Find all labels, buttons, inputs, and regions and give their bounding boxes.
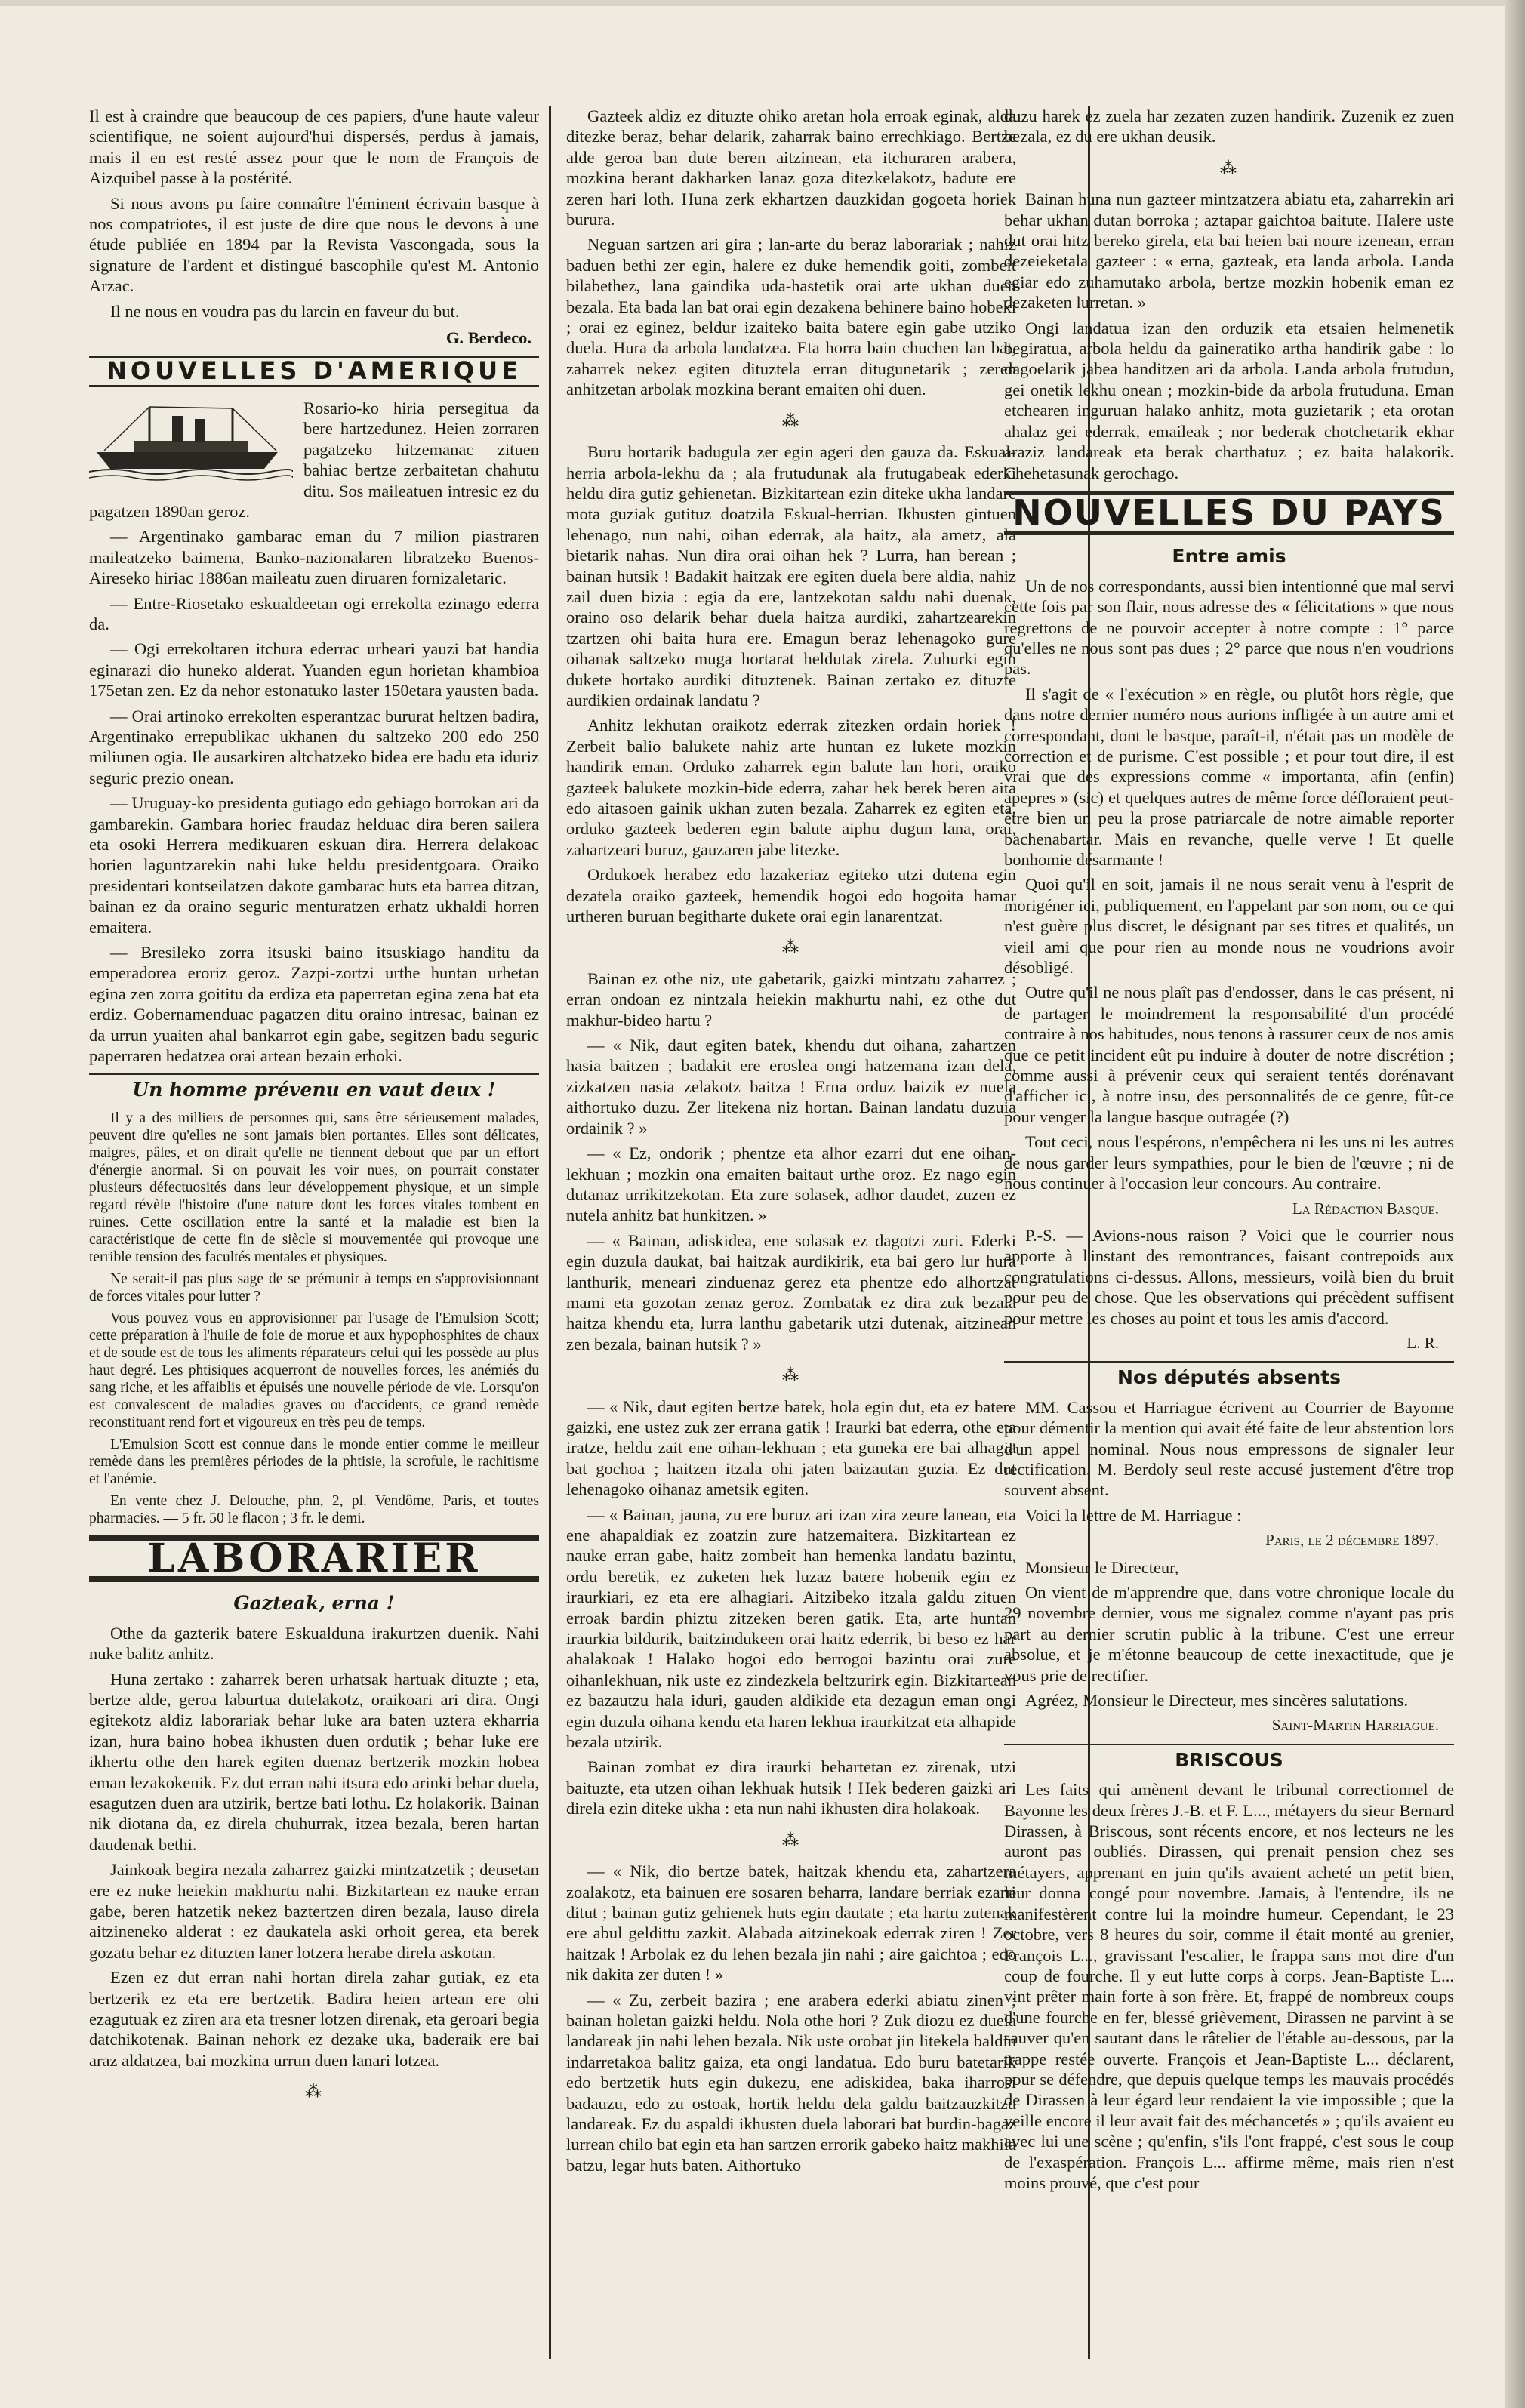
section-separator-icon: ⁂ [1220, 158, 1238, 177]
article-paragraph: Anhitz lekhutan oraikotz ederrak zitezken ordain horiek ! Zerbeit balio balukete nahiz arte huntan ez lukete mozkin handirik eman. Orduko zaharrek egin balute lan hori, oraiko gazteek balukete mozkin-bide ederra, zahar hek berek beren aita edo aitasoen gainik ukhan zuten bezala. Zaharrek ez egiten eta, orduko gazteek bederen egin balute aiphu dugun lana, orai, zahartzeari buruz, gauzaren jabe litezke. [566, 716, 1016, 859]
dialogue-paragraph: — « Bainan, jauna, zu ere buruz ari izan zira zeure lanean, eta ene ahapaldiak ez zoatzin zure hatzemaitera. Bizkitartean ez nauke erran gabe, haitz zombeit han hemenka landatu bazintu, ordu beretik, ez zuketen hek luzaz batere hobenik egin ez iraurkiari, ez eta ere alhagiari. Aitzibeko itzala galdu zituen erroak bardin phiztu zitzeken beren gatik. Eta, arte huntan iraurkia bildurik, baitzindukeen orai haitz ederrik, bi beso ez har ahalakoak ! Halako hogoi edo berrogoi bazintu orai zure oihanlekhuan, nik uste ez zindezkela beltzurirk egin. Bizkitartean ez bazautzu hala iduri, gauden aldikide eta dezagun eman ongi egin duzula oihana kendu eta haren lekhua iraurkitzat eta alhapide bezala utzirik. [566, 1504, 1016, 1752]
article-paragraph: Buru hortarik badugula zer egin ageri den gauza da. Eskual-herria arbola-lekhu da ; ala frutudunak ala frutugabeak ederki heldu dira gutiz gehienetan. Bizkitartean ezin diteke ukha landare mota guziak gutituz doatzila Eskual-herrian. Ikhusten gintuen lehenago, nun nahi, oihan ederrak, ala haitz, ala ametz, ala bietarik nahas. Nun dira orai oihan hek ? Lurra, han berean ; bainan hutsik ! Badakit haitzak ere egiten duela bere aldia, nahiz zail duen bizia : egia da ere, lantzekotan saldu nahi duenak, oraino oso delarik behar duela haitza aurdiki, zahartzearekin tzartzen ohi baita hura ere. Emagun beraz lehenagoko gure oihanak saltzeko muga hortarat heldutak zirela. Zuhurki egin dukete hortako aurdiki dituztenek. Bainan zertako ez dituzte aurdikien ordainak landatu ? [566, 442, 1016, 710]
author-signature: L. R. [1406, 1333, 1439, 1352]
article-paragraph: Les faits qui amènent devant le tribunal correctionnel de Bayonne les deux frères J.-B. et F. L..., métayers du sieur Bernard Dirassen, à Briscous, sont récents encore, et nos lecteurs ne les auront pas oubliés. Dirassen, qui prenait pension chez ses métayers, apprenant en juin qu'ils avaient acheté un petit bien, leur donna congé pour novembre. Jamais, à l'entendre, ils ne manifestèrent contre lui la moindre humeur. Cependant, le 23 octobre, vers 8 heures du soir, comme il était monté au grenier, François L..., gravissant l'escalier, le frappa sans mot dire d'un coup de fourche. Il y eut lutte corps à corps. Jean-Baptiste L... vint prêter main forte à son frère. Et, frappé de nombreux coups d'une fourche en fer, blessé grièvement, Dirassen ne parvint à se sauver qu'en sautant dans le râtelier de l'étable au-dessous, par la trappe restée ouverte. François et Jean-Baptiste L... déclarent, pour se défendre, que depuis quelque temps les mauvais procédés de Dirassen à leur égard leur rendaient la vie impossible ; que la veille encore il leur avait fait des méchancetés » ; qu'ils avaient eu avec lui une scène ; qu'enfin, s'ils l'ont frappé, c'est sous le coup de l'exaspération. François L... affirme même, mais rien n'est moins prouvé, que c'est pour [1004, 1780, 1454, 2192]
article-paragraph: Outre qu'il ne nous plaît pas d'endosser, dans le cas présent, ni de partager le moindrement la responsabilité d'un procédé contraire à nos habitudes, nous tenons à rassurer ceux de nos amis que ce petit incident eût pu induire à douter de notre discrétion ; comme aussi à prévenir ceux qui seraient tentés dorénavant d'afficher ici, à notre insu, des personnalités de ce genre, fût-ce pour venger la langue basque outragée (?) [1004, 983, 1454, 1126]
article-paragraph: Ordukoek herabez edo lazakeriaz egiteko utzi dutena egin dezatela oraiko gazteek, hemendik hogoi edo hogoita hamar urtheren buruan begitharte dukete orai egin lanarentzat. [566, 865, 1016, 926]
news-item: — Ogi errekoltaren itchura ederrac urheari yauzi bat handia eginarazi dio huneko alderat. Yuanden egun horietan khambioa 175etan zen. Ez da nehor estonatuko laster 150etara yausten bada. [89, 639, 539, 701]
news-item: — Uruguay-ko presidenta gutiago edo gehiago borrokan ari da gambarekin. Gambara horiec fraudaz helduac dira beren sailera eta osoki Herrera medikuaren eskuan dira. Herrera delakoac horien laguntzarekin nahi luke heldu presidentgoara. Oraiko presidentari kontseilatzen dakote gambarac huts eta barrea ditzan, bainan ez da oraino seguric menturatzen erhatz ukhaldi horren emaitera. [89, 793, 539, 937]
advert-paragraph: Il y a des milliers de personnes qui, sans être sérieusement malades, peuvent dire qu'elles ne sont jamais bien portantes. Elles sont délicates, maigres, pâles, et on dirait qu'elle ne tiennent debout que par un effort d'énergie anormal. Si on pouvait les voir nues, on pourrait constater plusieurs défectuosités dans leur développement physique, et un simple regard révèle l'histoire d'une nature dont les forces vitales tombent en ruines. Cette oscillation entre la santé et la maladie est bien la caractéristique de cette fin de siècle si mouvementée qui provoque une terrible tension des facultés mentales et physiques. [89, 1110, 539, 1265]
article-paragraph: Si nous avons pu faire connaître l'éminent écrivain basque à nos compatriotes, il est juste de dire que nous le devons à une étude publiée en 1894 par la Revista Vascongada, sous la signature de l'ardent et distingué bascophile qu'est M. Antonio Arzac. [89, 193, 539, 296]
article-paragraph: Un de nos correspondants, aussi bien intentionné que mal servi cette fois par son flair, nous adresse des « félicitations » que nous regrettons de ne pouvoir accepter à notre compte : 1° parce qu'elles ne nous sont pas dues ; 2° parce que nous n'en voudrions pas. [1004, 576, 1454, 679]
page-binding-edge [1505, 0, 1525, 2408]
dialogue-paragraph: — « Nik, dio bertze batek, haitzak khendu eta, zahartzera zoalakotz, eta bainuen ere sosaren beharra, landare berriak ezarri ditut ; bainan gutiz gehienek huts egin dautate ; eta hartu zutenak ere abul geldittu zazkit. Alabada aitzinekoak ederrak ziren ! Zer haitzak ! Arbolak ez du lehen bezala jin nahi ; aire gaichtoa ; edo nik dakita zer duten ! » [566, 1861, 1016, 1985]
column-middle [566, 106, 1016, 2378]
article-paragraph: Il est à craindre que beaucoup de ces papiers, d'une haute valeur scientifique, ne soient aujourd'hui dispersés, perdus à jamais, mais il en est resté assez pour que le nom de François de Aizquibel passe à la postérité. [89, 106, 539, 188]
author-signature: G. Berdeco. [445, 328, 531, 348]
advert-paragraph: En vente chez J. Delouche, phn, 2, pl. Vendôme, Paris, et toutes pharmacies. — 5 fr. 50 le flacon ; 3 fr. le demi. [89, 1492, 539, 1526]
advert-paragraph: Vous pouvez vous en approvisionner par l'usage de l'Emulsion Scott; cette préparation à l'huile de foie de morue et aux hypophosphites de chaux et de soude est de tous les aliments réparateurs celui qui les possède au plus haut degré. Les phtisiques acquerront de nouvelles forces, les anémiés du sang riche, et les affaiblis et épuisés une nouvelle période de vie. Lorsqu'on est convalescent de maladies graves ou d'accidents, ce grand remède reconstituant rend fort et vigoureux en très peu de temps. [89, 1310, 539, 1430]
dialogue-paragraph: — « Nik, daut egiten bertze batek, hola egin dut, eta ez batere gaizki, ene ustez zuk zer errana gatik ! Iraurki bat ederra, othe eta iratze, heldu zait ene oihan-lekhuan ; eta guneka ere bai alhagia bat gochoa ; haitzen itzala ohi jaten baizautan guzia. Ez dut lehenagoko oihanaz ametsik egiten. [566, 1396, 1016, 1499]
section-separator-icon: ⁂ [782, 1366, 800, 1385]
section-separator-icon: ⁂ [782, 1830, 800, 1849]
dialogue-paragraph: — « Ez, ondorik ; phentze eta alhor ezarri dut ene oihan-lekhuan ; mozkin ona emaiten baitaut urthe oroz. Ez nago egin dutanaz urrikitzekotan. Eta zure solasek, adhor daudet, zuzen ez nutela anhitz bat hunkitzen. » [566, 1144, 1016, 1225]
article-paragraph: Huna zertako : zaharrek beren urhatsak hartuak dituzte ; eta, bertze alde, geroa laburtua dutelakotz, oraikoari ari dira. Ongi egitekotz aldiz laborariak behar luke ara baten uztera ekharria izan, hura baino hobea ikhusten duen ordutik ; behar luke ere ikhertu othe den harek egiten duenaz bertzerik mozkin hobea eman lezakokenik. Ez dut erran nahi itsura edo arinki behar duela, esagutzen duen ara utzirik, bertze bati lothu. Ez holakorik. Bainan nik diotana da, ez direla chuhurrak, itzea bezala, beren hartan daudenak bethi. [89, 1669, 539, 1854]
section-heading-laborarier: LABORARIER [89, 1535, 539, 1582]
article-paragraph: Bainan ez othe niz, ute gabetarik, gaizki mintzatu zaharrez ; erran ondoan ez nintzala heiekin makhurtu nahi, ez othe dut makhur-bideo hartu ? [566, 968, 1016, 1030]
article-paragraph: P.-S. — Avions-nous raison ? Voici que le courrier nous apporte à l'instant des remontrances, faisant contrepoids aux congratulations ci-dessus. Allons, messieurs, voilà bien du bruit pour peu de chose. Que les observations qui précèdent suffisent pour mettre les choses au point et tous les amis d'accord. [1004, 1225, 1454, 1328]
article-subheading: Entre amis [1172, 545, 1286, 568]
article-subheading: Nos députés absents [1004, 1361, 1454, 1387]
letter-date: Paris, le 2 décembre 1897. [1265, 1531, 1439, 1550]
section-separator-icon: ⁂ [782, 411, 800, 430]
article-paragraph: Bainan huna nun gazteer mintzatzera abiatu eta, zaharrekin ari behar ukhan dutan borroka ; aztapar gaichtoa baitute. Halere uste dut orai hitz bereko girela, eta bai heien bai noure izenean, erran dezeieketala gazteer : « erna, gazteak, eta landa arbola. Landa egiar edo zuhamutako arbola, bertze mozkin hobenik eman ez dezaketen lurretan. » [1004, 189, 1454, 313]
dialogue-paragraph: — « Bainan, adiskidea, ene solasak ez dagotzi zuri. Ederki egin duzula daukat, bai haitzak aurdikirik, eta bai gero lur hura lanthurik, meneari zinduenaz gerez eta phentze edo alhortzat mami eta gozotan zenaz geroz. Zombatak ez dira zuk bezala haitza khendu eta, lurra lanthu gabetarik utzi dutenak, aitzinean zen bezala, bainan hutsik ? » [566, 1230, 1016, 1353]
section-separator-icon: ⁂ [782, 938, 800, 957]
column-rule [549, 106, 551, 2359]
steamship-illustration-icon [89, 399, 293, 482]
article-subheading: Gazteak, erna ! [233, 1592, 395, 1615]
letter-salutation: Monsieur le Directeur, [1025, 1557, 1179, 1577]
author-signature: La Rédaction Basque. [1292, 1199, 1439, 1218]
advert-paragraph: L'Emulsion Scott est connue dans le monde entier comme le meilleur remède dans les premières périodes de la phtisie, la scrofule, le rachitisme et l'anémie. [89, 1436, 539, 1487]
advert-heading: Un homme prévenu en vaut deux ! [89, 1073, 539, 1100]
page-top-shadow [0, 0, 1525, 6]
advertisement-scott [89, 1110, 539, 1527]
news-item: — Bresileko zorra itsuski baino itsuskiago handitu da emperadorea eroriz geroz. Zazpi-zortzi urthe huntan urhetan egina zen zorra goititu da erdiza eta paperretan egina zena bat eta erdiz. Gobernamenduac pagatzen ditu oraino intresac, bainan ez da urrun yuaiten ahal bankarrot egin gabe, segitzen badu seguric paperraren hedatzea orai artean bezain erhoki. [89, 943, 539, 1066]
article-paragraph: Voici la lettre de M. Harriague : [1025, 1505, 1242, 1525]
article-subheading: BRISCOUS [1004, 1744, 1454, 1770]
article-paragraph: MM. Cassou et Harriague écrivent au Courrier de Bayonne pour démentir la mention qui avait été faite de leur abstention lors d'un appel nominal. Nous nous empressons de signaler leur rectification. M. Berdoly seul reste accusé justement d'être trop souvent absent. [1004, 1397, 1454, 1500]
author-signature: Saint-Martin Harriague. [1271, 1716, 1439, 1735]
article-paragraph: Gazteek aldiz ez dituzte ohiko aretan hola erroak eginak, alda ditezke beraz, behar delarik, zaharrak baino errechkiago. Bertze alde geroa ban dute beren aitzinean, eta itchuraren arabera, mozkina berant dakharken lanaz goza ditezkelakotz, badute ere zeren hari loth. Huna zerk ekhartzen dauzkidan gogoeta horiek burura. [566, 106, 1016, 229]
news-item: — Entre-Riosetako eskualdeetan ogi errekolta ezinago ederra da. [89, 593, 539, 633]
section-heading-amerique: NOUVELLES D'AMERIQUE [89, 356, 539, 386]
news-item: Rosario-ko hiria persegitua da bere hartzedunez. Heien zorraren pagatzeko hitzemanac zituen bahiac bertze zerbaitetan chahutu ditu. Sos maileatuen intresic ez du pagatzen 1890an geroz. [89, 398, 539, 521]
news-item: — Argentinako gambarac eman du 7 milion piastraren maileatzeko baimena, Banko-nazionalaren libratzeko Buenos-Aireseko hiriac 1886an maileatu zuen diruaren fornizaletaric. [89, 527, 539, 588]
article-paragraph: Tout ceci, nous l'espérons, n'empêchera ni les uns ni les autres de nous garder leurs sympathies, pour le bien de l'œuvre ; ni de nous continuer à l'occasion leur concours. Au contraire. [1004, 1132, 1454, 1193]
article-paragraph: Il ne nous en voudra pas du larcin en faveur du but. [110, 301, 460, 321]
article-paragraph: Quoi qu'il en soit, jamais il ne nous serait venu à l'esprit de morigéner ici, publiquement, en l'appelant par son nom, ou ce qui n'est guère plus discret, le désignant par ses titres et qualités, un vieil ami que pour rien au monde nous ne voudrions avoir désobligé. [1004, 875, 1454, 978]
news-item: — Orai artinoko errekolten esperantzac bururat heltzen badira, Argentinako errepublikac ukhanen du saltzeko 200 edo 250 miliunen ogia. Ile ausarkiren altchatzeko bidea ere badu eta iduriz seguric prezio onean. [89, 706, 539, 787]
letter-paragraph: Agréez, Monsieur le Directeur, mes sincères salutations. [1025, 1691, 1409, 1711]
article-paragraph: Jainkoak begira nezala zaharrez gaizki mintzatzetik ; deusetan ere ez nuke heiekin makhurtu nahi. Bizkitartean ez nauke erran gabe, beren hatzetik nekez baztertzen diren bezala, lauso direla aitzineneko alderat : ez daukatela aski orhoit gerea, eta berek gozatu behar ez dituzten laner lotzera herabe direla askotan. [89, 1860, 539, 1962]
section-heading-pays: NOUVELLES DU PAYS [1004, 491, 1454, 535]
letter-paragraph: On vient de m'apprendre que, dans votre chronique locale du 29 novembre dernier, vous me signalez comme n'ayant pas pris part au dernier scrutin public à la tribune. C'est une erreur absolue, et je m'étonne beaucoup de cette inexactitude, que je vous prie de rectifier. [1004, 1583, 1454, 1685]
advert-paragraph: Ne serait-il pas plus sage de se prémunir à temps en s'approvisionnant de forces vitales pour lutter ? [89, 1270, 539, 1304]
article-paragraph: Neguan sartzen ari gira ; lan-arte du beraz laborariak ; nahiz baduen bethi zer egin, halere ez duke hemendik goiti, zombeit bilabethez, lana gaindika uda-hastetik orai arte ukhan duen bezala. Eta bada lan bat orai egin dezakena behinere baino hobeki ; orai ez eginez, beldur izaiteko baita batere egin gabe utziko duela. Hura da arbola landatzea. Eta horra bain chuchen lan bat, zaharrek nekez egiten dituztela erran ditugunetarik ; zeren anhitzetan arbolak mozkina berant emaiten ohi duen. [566, 235, 1016, 399]
article-paragraph: Othe da gazterik batere Eskualduna irakurtzen duenik. Nahi nuke balitz anhitz. [89, 1623, 539, 1664]
section-separator-icon: ⁂ [305, 2082, 323, 2102]
article-paragraph: Ongi landatua izan den orduzik eta etsaien helmenetik begiratua, arbola heldu da gaineratiko artha handirik gabe : lo dagoelarik jabea handitzen ari da arbola. Landa arbola frutudun, gei onetik lekhu onean ; mozkin-bide da arbola frutuduna. Eman etchearen inguruan halako anhitz, mota guzietarik ; eta orotan ahalaz gei ederrak, emaileak ; nor bederak chotchetarik ekhar araziz landareak eta berak charthatuz ; ez baita halakorik. Chehetasunak gerochago. [1004, 318, 1454, 482]
article-paragraph: Bainan zombat ez dira iraurki behartetan ez zirenak, utzi baituzte, eta utzen oihan lekhuak hutsik ! Hek bederen gaizki ari direla ezin diteke ukha : eta nun nahi ikhusten dira holakoak. [566, 1757, 1016, 1818]
dialogue-paragraph: — « Zu, zerbeit bazira ; ene arabera ederki abiatu zinen ; bainan holetan gaizki heldu. Nola othe hori ? Zuk diozu ez duela landareak jin nahi lehen bezala. Nik uste orobat jin litekela baldin indarretakoa balitz gaiza, eta ongi landatua. Edo buru batetarik edo bertzetik huts egin dukezu, ene adiskidea, baka iharrosi badauzu, edo zu ostoak, hortik heldu dela galdu baitzauzkitzu landareak. Ez du aspaldi ikhusten duela laborari bat burdin-bagaz lurrean chilo bat egin eta han sartzen errorik gabeko haitz makhila batzu, legar huts baten. Aithortuko [566, 1990, 1016, 2175]
article-paragraph: Ezen ez dut erran nahi hortan direla zahar gutiak, ez eta bertzerik ez eta ere bertzetik. Badira heien artean ere ohi ezagutuak ez ziren ara eta tresner lotzen direnak, eta geroari begia datchikotenak. Bainan nehork ez dezake uka, baderaik ere bai araz aldatzea, bai mozkina urrun duen lanari lotzea. [89, 1968, 539, 2070]
column-right [1004, 106, 1454, 2378]
column-left [89, 106, 539, 2378]
dialogue-paragraph: — « Nik, daut egiten batek, khendu dut oihana, zahartzen hasia baitzen ; badakit ere erosleа ongi hatzemana izan dela, zizkatzen nasia zelakotz baitza ! Erna orduz baizik ez nuela aithortuko duzu. Zer litekena niz hortan. Bainan landatu duzuia ordainik ? » [566, 1036, 1016, 1138]
article-paragraph: duzu harek ez zuela har zezaten zuzen handirik. Zuzenik ez zuen bezala, ez du ere ukhan deusik. [1004, 106, 1454, 146]
article-paragraph: Il s'agit de « l'exécution » en règle, ou plutôt hors règle, que dans notre dernier numéro nous aurions infligée à un autre ami et correspondant, dont le basque, paraît-il, n'était pas un modèle de correction et de purisme. C'est possible ; et pour tout dire, il est vrai que des expressions comme « importanta, afin (enfin) apepres » (sic) et quelques autres de même force défloraient peut-être bien un peu la prose patriarcale de notre aimable reporter bachenabartar. Mais en revanche, quelle verve ! Et quelle bonhomie désarmante ! [1004, 684, 1454, 869]
